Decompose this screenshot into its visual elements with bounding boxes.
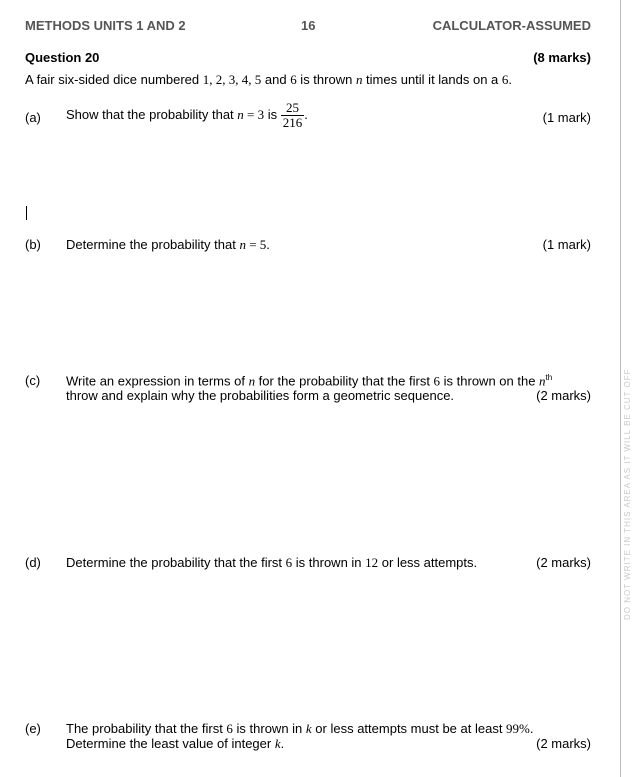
- part-a-label: (a): [25, 110, 41, 125]
- intro-text-c: is thrown: [296, 72, 356, 87]
- part-b-n: n: [239, 237, 246, 252]
- question-intro: [25, 72, 512, 88]
- text-cursor: [26, 206, 27, 220]
- part-e-k: k: [305, 721, 312, 736]
- part-b-text-a: Determine the probability that: [66, 237, 240, 252]
- part-a-text-c: .: [304, 106, 308, 122]
- intro-six: 6: [290, 72, 297, 87]
- part-c-marks: (2 marks): [536, 388, 591, 403]
- part-c-text-a: Write an expression in terms of: [66, 373, 249, 389]
- part-e-line2: [66, 736, 284, 752]
- part-b-label: (b): [25, 237, 41, 252]
- part-e-line2-k: k: [274, 736, 281, 751]
- part-c-nth-n: n: [539, 373, 546, 389]
- part-e-marks: (2 marks): [536, 736, 591, 751]
- fraction-numerator: 25: [281, 101, 305, 116]
- margin-line: [620, 0, 621, 777]
- part-a-marks: (1 mark): [542, 110, 591, 125]
- part-e-label: (e): [25, 721, 41, 736]
- question-title: Question 20: [25, 50, 100, 65]
- fraction-denominator: 216: [282, 115, 303, 130]
- margin-warning-text: DO NOT WRITE IN THIS AREA AS IT WILL BE CUT OFF: [623, 368, 632, 620]
- question-marks: (8 marks): [533, 50, 591, 65]
- part-e-line2-text-b: .: [280, 736, 285, 751]
- part-d-text-c: or less attempts.: [378, 555, 478, 570]
- part-b-text: [66, 237, 270, 253]
- header-left: METHODS UNITS 1 AND 2: [25, 18, 186, 33]
- part-a-text-a: Show that the probability that: [66, 106, 238, 122]
- part-c-text-c: is thrown on the: [440, 373, 540, 389]
- part-a-eq: = 3: [243, 106, 265, 122]
- part-d-text-a: Determine the probability that the first: [66, 555, 286, 570]
- part-c-text-b: for the probability that the first: [255, 373, 434, 389]
- part-e-text-b: is thrown in: [232, 721, 306, 736]
- margin-warning: [623, 290, 632, 620]
- part-a-text: [66, 101, 308, 130]
- intro-n: n: [355, 72, 363, 87]
- intro-text-f: .: [508, 72, 513, 87]
- part-e-text-d: .: [529, 721, 534, 736]
- header-right: CALCULATOR-ASSUMED: [432, 18, 591, 33]
- intro-text-d: times until it lands on a: [362, 72, 502, 87]
- part-e-text-a: The probability that the first: [66, 721, 227, 736]
- intro-six-end: 6: [501, 72, 509, 87]
- intro-text-b: and: [261, 72, 291, 87]
- part-d-six: 6: [285, 555, 293, 570]
- part-e-percent: 99%: [506, 721, 530, 736]
- page-number: 16: [301, 18, 316, 33]
- part-a-fraction: [281, 101, 305, 130]
- part-a-n: n: [237, 106, 244, 122]
- part-e-text-c: or less attempts must be at least: [311, 721, 507, 736]
- part-d-text: [66, 555, 477, 571]
- part-d-text-b: is thrown in: [292, 555, 366, 570]
- part-e-line1: [66, 721, 534, 737]
- part-b-text-b: .: [266, 237, 270, 252]
- part-a-text-b: is: [264, 106, 281, 122]
- part-d-twelve: 12: [365, 555, 379, 570]
- part-d-marks: (2 marks): [536, 555, 591, 570]
- intro-numbers: 1, 2, 3, 4, 5: [202, 72, 262, 87]
- part-e-line2-text-a: Determine the least value of integer: [66, 736, 275, 751]
- part-c-label: (c): [25, 373, 41, 388]
- part-b-marks: (1 mark): [542, 237, 591, 252]
- part-b-eq: = 5: [245, 237, 267, 252]
- part-c-six: 6: [433, 373, 441, 389]
- part-c-line1: [66, 373, 552, 389]
- part-c-nth-suffix: th: [545, 373, 553, 382]
- part-c-n: n: [248, 373, 256, 389]
- intro-text-a: A fair six-sided dice numbered: [25, 72, 203, 87]
- part-d-label: (d): [25, 555, 41, 570]
- part-c-line2: throw and explain why the probabilities form a geometric sequence.: [66, 388, 455, 403]
- part-e-six: 6: [226, 721, 233, 736]
